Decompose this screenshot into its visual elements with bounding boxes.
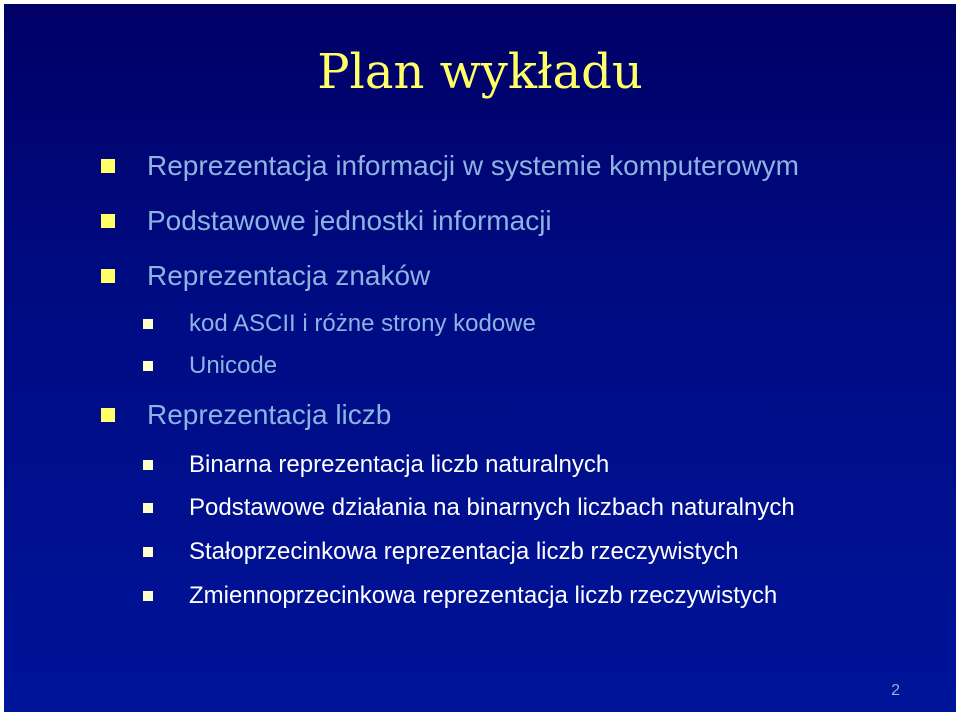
list-item-text: Reprezentacja znaków [147,260,431,291]
list-item-text: Reprezentacja liczb [147,399,392,430]
slide-title: Plan wykładu [317,44,643,100]
square-bullet-icon [101,159,115,173]
bullet-list [4,4,956,712]
square-bullet-icon [143,547,153,557]
list-item-text: Reprezentacja informacji w systemie komputerowym [147,150,799,181]
list-item-text: Stałoprzecinkowa reprezentacja liczb rzeczywistych [189,538,739,565]
square-bullet-icon [143,591,153,601]
square-bullet-icon [143,460,153,470]
square-bullet-icon [101,269,115,283]
list-item-text: Binarna reprezentacja liczb naturalnych [189,451,610,478]
square-bullet-icon [143,503,153,513]
page-number: 2 [891,682,900,699]
list-item-text: Unicode [189,352,278,379]
square-bullet-icon [143,319,153,329]
slide [4,4,956,712]
square-bullet-icon [143,361,153,371]
list-item-text: Podstawowe jednostki informacji [147,205,552,236]
square-bullet-icon [101,408,115,422]
list-item-text: Zmiennoprzecinkowa reprezentacja liczb rzeczywistych [189,582,778,609]
list-item-text: Podstawowe działania na binarnych liczbach naturalnych [189,494,795,521]
list-item-text: kod ASCII i różne strony kodowe [189,310,536,337]
square-bullet-icon [101,214,115,228]
